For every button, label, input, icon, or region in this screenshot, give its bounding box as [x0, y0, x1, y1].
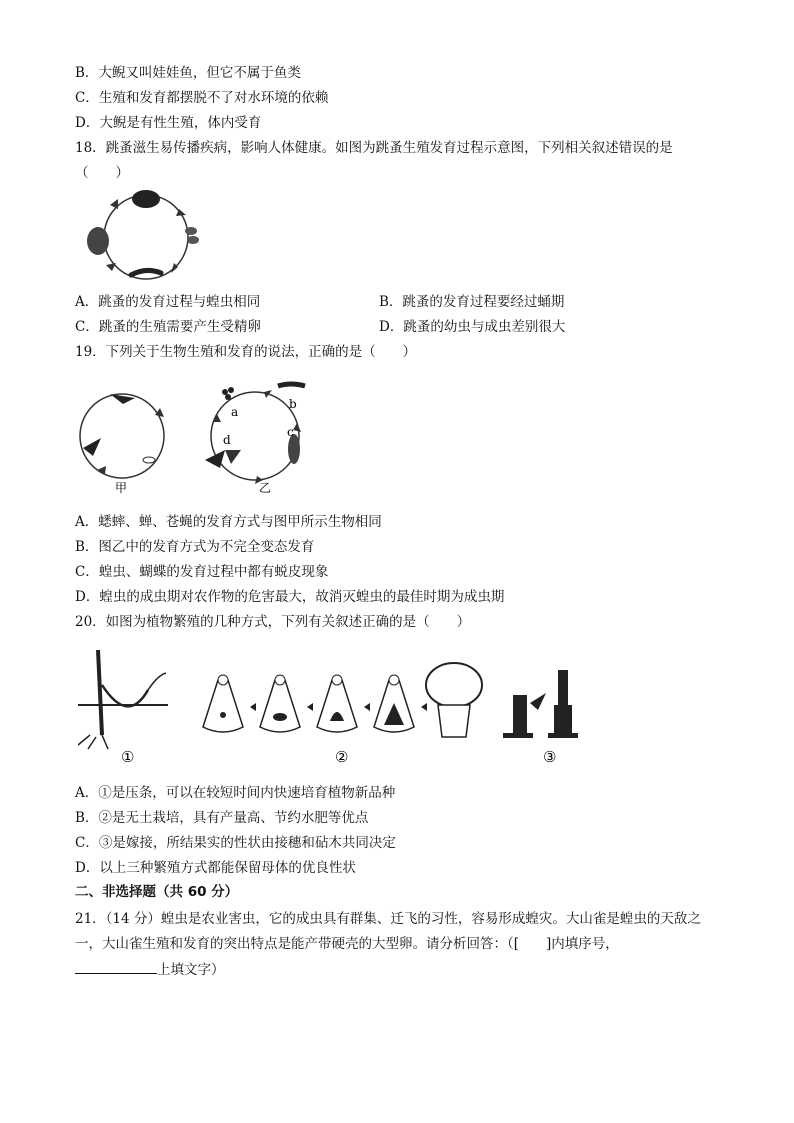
q20-option-b: B．②是无土栽培，具有产量高、节约水肥等优点: [75, 810, 369, 826]
q18-option-b: B．跳蚤的发育过程要经过蛹期: [379, 294, 565, 310]
q19-option-c: C．蝗虫、蝴蝶的发育过程中都有蜕皮现象: [75, 564, 329, 580]
q18-paren: （ ）: [75, 165, 129, 181]
fig-label-1: ①: [121, 748, 135, 766]
flea-lifecycle-figure: [76, 185, 216, 285]
plant-propagation-figure: [78, 645, 593, 770]
q18-option-a: A．跳蚤的发育过程与蝗虫相同: [75, 294, 261, 310]
fig-label-3: ③: [543, 748, 557, 766]
q20-option-d: D．以上三种繁殖方式都能保留母体的优良性状: [75, 860, 356, 876]
q18-option-d: D．跳蚤的幼虫与成虫差别很大: [379, 319, 566, 335]
q18-stem: 18．跳蚤滋生易传播疾病，影响人体健康。如图为跳蚤生殖发育过程示意图，下列相关叙述错误的是: [75, 140, 673, 156]
q20-option-c: C．③是嫁接，所结果实的性状由接穗和砧木共同决定: [75, 835, 396, 851]
fig-label-a: a: [231, 405, 239, 419]
q17-option-d: D．大鲵是有性生殖，体内受育: [75, 115, 262, 131]
q21-line3-tail: 上填文字）: [157, 962, 225, 978]
q17-option-b: B．大鲵又叫娃娃鱼，但它不属于鱼类: [75, 65, 301, 81]
fig-label-jia: 甲: [115, 481, 128, 495]
q19-option-d: D．蝗虫的成虫期对农作物的危害最大，故消灭蝗虫的最佳时期为成虫期: [75, 589, 505, 605]
q21-line1: 21．（14 分）蝗虫是农业害虫，它的成虫具有群集、迁飞的习性，容易形成蝗灾。大山雀是蝗虫的天敌之: [75, 911, 701, 927]
q18-option-c: C．跳蚤的生殖需要产生受精卵: [75, 319, 261, 335]
fig-label-d: d: [223, 433, 231, 447]
answer-blank: [75, 960, 157, 974]
q19-option-a: A．蟋蟀、蝉、苍蝇的发育方式与图甲所示生物相同: [75, 514, 382, 530]
fig-label-yi: 乙: [259, 481, 272, 495]
q21-line2: 一，大山雀生殖和发育的突出特点是能产带硬壳的大型卵。请分析回答：（[ ]内填序号，: [75, 936, 619, 952]
fig-label-2: ②: [335, 748, 349, 766]
insect-development-figure: [75, 368, 325, 498]
q19-stem: 19．下列关于生物生殖和发育的说法，正确的是（ ）: [75, 344, 417, 360]
q17-option-c: C．生殖和发育都摆脱不了对水环境的依赖: [75, 90, 329, 106]
section2-title: 二、非选择题（共 60 分）: [75, 884, 239, 900]
q21-line3: [75, 960, 225, 979]
fig-label-b: b: [289, 397, 297, 411]
q19-option-b: B．图乙中的发育方式为不完全变态发育: [75, 539, 315, 555]
q20-option-a: A．①是压条，可以在较短时间内快速培育植物新品种: [75, 785, 396, 801]
q20-stem: 20．如图为植物繁殖的几种方式，下列有关叙述正确的是（ ）: [75, 614, 471, 630]
fig-label-c: c: [287, 425, 294, 439]
